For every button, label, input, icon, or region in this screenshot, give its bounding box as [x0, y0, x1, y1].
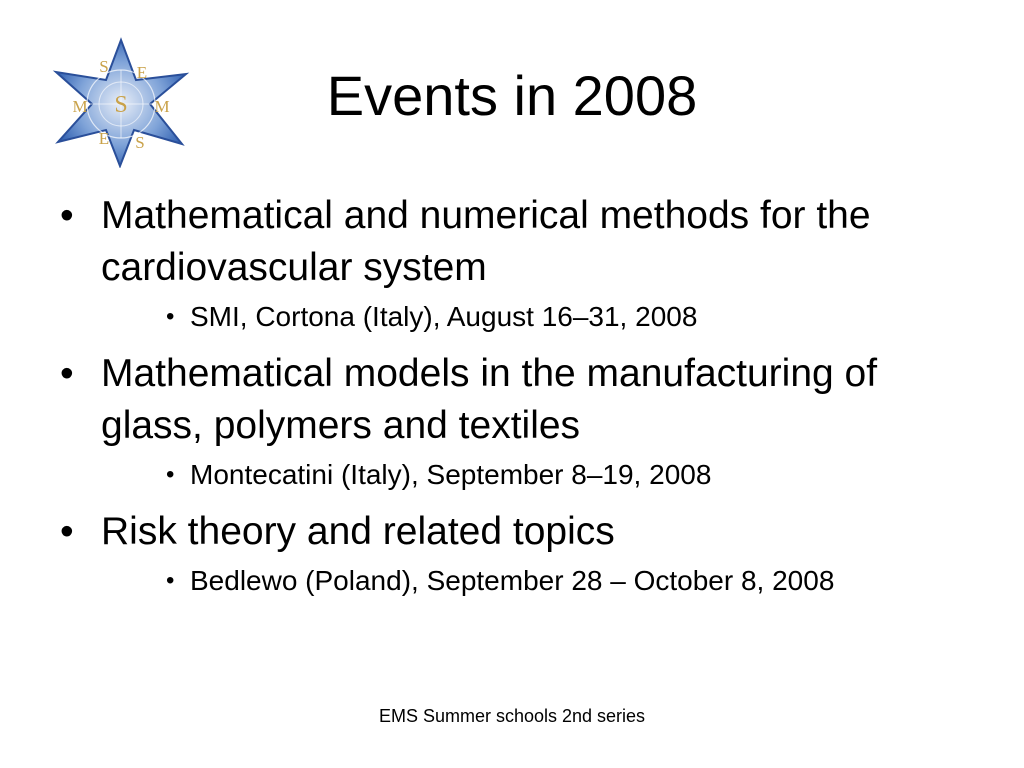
logo-letter: S	[99, 57, 109, 76]
logo-letter: E	[98, 129, 110, 148]
bullet-text: Risk theory and related topics	[101, 510, 615, 553]
logo-letter: M	[154, 97, 170, 116]
bullet-icon: •	[60, 352, 74, 395]
slide-footer: EMS Summer schools 2nd series	[378, 706, 646, 726]
logo-letter: E	[136, 63, 148, 82]
bullet-icon: •	[60, 194, 74, 237]
bullet-item	[60, 190, 980, 294]
bullet-text: Mathematical and numerical methods for the cardiovascular system	[101, 194, 871, 289]
sub-bullet-item	[60, 300, 980, 334]
sub-bullet-item	[60, 564, 980, 598]
logo-letter: S	[114, 92, 128, 118]
sub-bullet-item	[60, 458, 980, 492]
sub-bullet-icon: •	[166, 303, 175, 330]
bullet-text: Mathematical models in the manufacturing of glass, polymers and textiles	[101, 352, 878, 447]
bullet-item	[60, 348, 980, 452]
sub-bullet-text: Bedlewo (Poland), September 28 – October 8, 2008	[190, 565, 835, 596]
bullet-list	[60, 190, 980, 612]
logo-letter: M	[72, 97, 88, 116]
sub-bullet-icon: •	[166, 461, 175, 488]
sub-bullet-text: SMI, Cortona (Italy), August 16–31, 2008	[190, 301, 698, 332]
bullet-item	[60, 506, 980, 558]
bullet-icon: •	[60, 510, 74, 553]
logo-letter: S	[135, 133, 145, 152]
sub-bullet-text: Montecatini (Italy), September 8–19, 2008	[190, 459, 712, 490]
sub-bullet-icon: •	[166, 567, 175, 594]
slide-title: Events in 2008	[326, 64, 698, 127]
